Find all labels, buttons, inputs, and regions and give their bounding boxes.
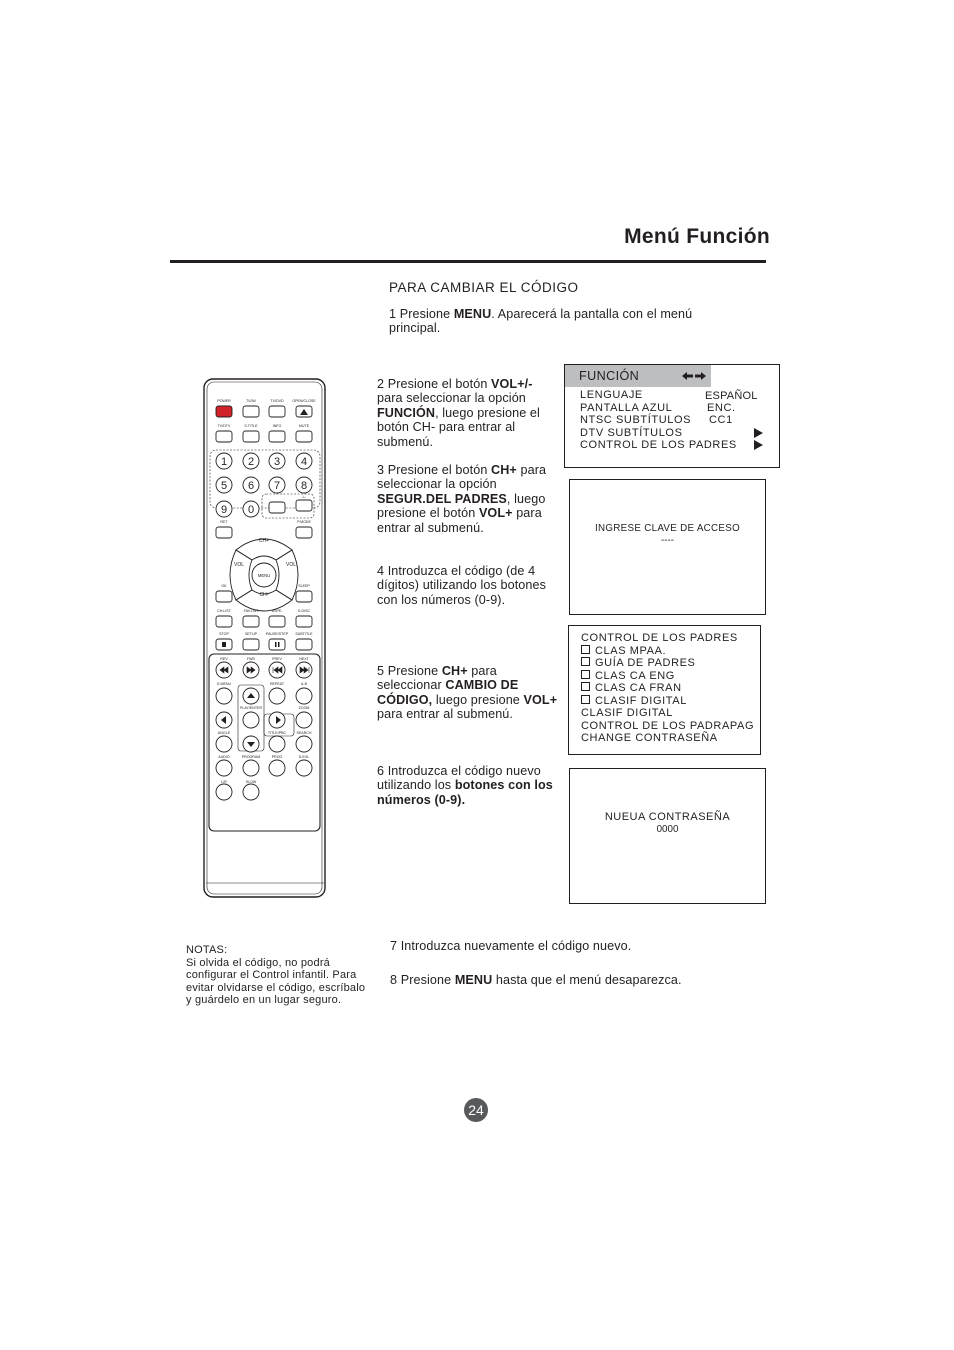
funcion-row-3-label: DTV SUBTÍTULOS <box>580 427 683 439</box>
remote-row8-button-0[interactable] <box>216 688 232 704</box>
remote-row8-label-3: A-B <box>301 682 307 686</box>
ch-up-label: CH+ <box>258 538 270 544</box>
funcion-menu-screen <box>564 364 780 468</box>
parental-extra-2: CHANGE CONTRASEÑA <box>581 732 718 744</box>
remote-row11-label-2: PROG <box>271 755 283 759</box>
remote-row5-button-2[interactable] <box>269 616 285 627</box>
sleep-label: SLEEP <box>298 584 310 588</box>
remote-row2-label-1: S.TITLE <box>244 424 258 428</box>
remote-row11-button-0[interactable] <box>216 760 232 776</box>
step-8: 8 Presione MENU hasta que el menú desaparezca. <box>390 973 682 987</box>
notes-heading: NOTAS: <box>186 944 228 956</box>
ten-plus-button[interactable] <box>296 500 312 511</box>
title-rule <box>170 260 766 263</box>
page-title: Menú Función <box>624 225 770 248</box>
access-code-value: ---- <box>660 535 675 546</box>
remote-row6-label-2: PAUSE/STEP <box>265 632 289 636</box>
parental-item: CLAS MPAA. <box>581 645 666 658</box>
remote-digit-7-label: 7 <box>273 480 281 492</box>
checkbox-icon <box>581 682 590 691</box>
stop-icon <box>222 642 226 647</box>
submenu-arrow-icon <box>754 440 763 450</box>
ok-button[interactable] <box>216 591 232 602</box>
remote-row7-label-0: REV <box>220 657 228 661</box>
remote-row8-button-2[interactable] <box>269 688 285 704</box>
remote-row2-button-3[interactable] <box>296 431 312 442</box>
remote-row1-label-0: POWER <box>217 399 231 403</box>
parental-item: GUÍA DE PADRES <box>581 657 696 670</box>
menu-label: MENU <box>257 573 271 578</box>
remote-row11-button-2[interactable] <box>269 760 285 776</box>
remote-row1-button-2[interactable] <box>269 406 285 417</box>
remote-row5-label-3: D.DISC <box>297 609 311 613</box>
remote-row6-button-2[interactable] <box>269 639 285 650</box>
remote-row9-button-1[interactable] <box>243 712 259 728</box>
remote-button-layer <box>200 378 330 900</box>
submenu-arrow-icon <box>754 428 763 438</box>
remote-digit-4-label: 4 <box>300 456 308 468</box>
new-password-label: NUEUA CONTRASEÑA <box>604 811 731 823</box>
remote-row6-button-3[interactable] <box>296 639 312 650</box>
step-2: 2 Presione el botón VOL+/- para seleccionar la opción FUNCIÓN, luego presione el botón CH- para entrar al submenú. <box>377 377 540 449</box>
remote-digit-2-label: 2 <box>247 456 255 468</box>
step-4: 4 Introduzca el código (de 4 dígitos) utilizando los botones con los números (0-9). <box>377 564 547 607</box>
funcion-menu-header <box>565 365 711 387</box>
remote-row1-label-3: OPEN/CLOSE <box>292 399 316 403</box>
remote-row11-label-1: PROGRAM <box>241 755 261 759</box>
funcion-row-2-label: NTSC SUBTÍTULOS <box>580 414 692 426</box>
remote-row7-label-1: FWD <box>246 657 256 661</box>
remote-row10-button-3[interactable] <box>296 736 312 752</box>
remote-row8-button-3[interactable] <box>296 688 312 704</box>
remote-row11-button-3[interactable] <box>296 760 312 776</box>
remote-row6-label-1: SETUP <box>245 632 257 636</box>
checkbox-icon <box>581 695 590 704</box>
step-5: 5 Presione CH+ para seleccionar CAMBIO DE CÓDIGO, luego presione VOL+ para entrar al submenú. <box>377 664 558 722</box>
parental-item: CLAS CA ENG <box>581 670 675 683</box>
funcion-row-1-value: ENC. <box>707 402 736 414</box>
new-password-screen <box>569 768 766 904</box>
remote-row6-label-0: STOP <box>219 632 229 636</box>
remote-digit-5-label: 5 <box>220 480 228 492</box>
sleep-button[interactable] <box>296 591 312 602</box>
notes-body: Si olvida el código, no podrá configurar el Control infantil. Para evitar olvidarse el código, escríbalo y guárdelo en un lugar seguro. <box>186 956 366 1007</box>
ret-button[interactable] <box>216 527 232 538</box>
remote-row10-label-3: SEARCH <box>296 731 312 735</box>
funcion-row-4-label: CONTROL DE LOS PADRES <box>580 439 737 451</box>
step-3: 3 Presione el botón CH+ para seleccionar la opción SEGUR.DEL PADRES, luego presione el botón VOL+ para entrar al submenú. <box>377 463 547 535</box>
remote-row7-label-2: PREV <box>272 657 282 661</box>
remote-control <box>200 378 330 905</box>
remote-row7-label-3: NEXT <box>299 657 309 661</box>
remote-row10-label-0: ANGLE <box>217 731 231 735</box>
parental-item: CLAS CA FRAN <box>581 682 682 695</box>
left-right-arrows-icon <box>682 371 706 381</box>
step-7: 7 Introduzca nuevamente el código nuevo. <box>390 939 632 953</box>
parental-control-screen <box>568 625 761 755</box>
parental-item: CLASIF DIGITAL <box>581 695 687 708</box>
step-6: 6 Introduzca el código nuevo utilizando los botones con los números (0-9). <box>377 764 553 807</box>
remote-digit-0-label: 0 <box>247 504 255 516</box>
access-code-screen <box>569 479 766 615</box>
ch-down-label: CH- <box>259 592 269 598</box>
pmode-label: P.MODE <box>297 520 311 524</box>
remote-row8-label-2: REPEAT <box>269 682 285 686</box>
remote-row5-button-0[interactable] <box>216 616 232 627</box>
funcion-row-2-value: CC1 <box>709 414 733 426</box>
remote-row1-label-2: TV/DVD <box>270 399 284 403</box>
remote-row2-button-2[interactable] <box>269 431 285 442</box>
notes <box>186 944 366 1007</box>
remote-row6-button-1[interactable] <box>243 639 259 650</box>
vol-plus-label: VOL <box>285 562 297 568</box>
pmode-button[interactable] <box>296 527 312 538</box>
remote-buttons <box>200 378 330 900</box>
funcion-row-0-value: ESPAÑOL <box>705 390 758 402</box>
remote-row10-label-2: TITLE/PBC <box>267 731 287 735</box>
funcion-row-0-label: LENGUAJE <box>580 389 643 401</box>
remote-digit-3-label: 3 <box>273 456 281 468</box>
remote-row9-label-3: ZOOM <box>298 706 310 710</box>
remote-row1-label-1: TV/AV <box>245 399 257 403</box>
remote-row10-button-2[interactable] <box>269 736 285 752</box>
checkbox-icon <box>581 645 590 654</box>
remote-row1-button-0[interactable] <box>216 406 232 417</box>
funcion-header-label: FUNCIÓN <box>579 369 640 383</box>
remote-digit-6-label: 6 <box>247 480 255 492</box>
step-1: 1 Presione MENU. Aparecerá la pantalla con el menú principal. <box>389 307 693 336</box>
remote-row12-label-1: SLOW <box>245 780 257 784</box>
remote-row10-button-0[interactable] <box>216 736 232 752</box>
remote-row5-label-1: FAV.LIST <box>243 609 259 613</box>
remote-row11-button-1[interactable] <box>243 760 259 776</box>
new-password-value: 0000 <box>656 824 679 835</box>
pause-icon <box>275 642 277 647</box>
remote-row12-button-0[interactable] <box>216 784 232 800</box>
remote-row2-label-2: INFO <box>272 424 282 428</box>
remote-row5-button-3[interactable] <box>296 616 312 627</box>
access-code-label: INGRESE CLAVE DE ACCESO <box>594 523 740 534</box>
page-number: 24 <box>464 1098 488 1122</box>
parental-control-title: CONTROL DE LOS PADRES <box>581 632 738 644</box>
remote-row12-button-1[interactable] <box>243 784 259 800</box>
remote-row2-label-3: MUTE <box>298 424 310 428</box>
remote-row2-label-0: TV/DTV <box>217 424 231 428</box>
remote-row11-label-3: D.EVL <box>298 755 310 759</box>
remote-row5-label-0: CH.LIST <box>217 609 231 613</box>
remote-row6-label-3: SUBTITLE <box>295 632 313 636</box>
ret-label: RET <box>220 520 228 524</box>
ten-plus-extra-button[interactable] <box>269 502 285 513</box>
remote-row9-button-3[interactable] <box>296 712 312 728</box>
remote-row9-label-1: PLAY/ENTER <box>239 706 263 710</box>
remote-row5-button-1[interactable] <box>243 616 259 627</box>
parental-extra-1: CONTROL DE LOS PADRAPAG <box>581 720 755 732</box>
checkbox-icon <box>581 657 590 666</box>
remote-row2-button-1[interactable] <box>243 431 259 442</box>
parental-extra-0: CLASIF DIGITAL <box>581 707 673 719</box>
remote-row5-label-2: ASPE. <box>271 609 283 613</box>
section-title: PARA CAMBIAR EL CÓDIGO <box>389 280 579 295</box>
remote-row2-button-0[interactable] <box>216 431 232 442</box>
checkbox-icon <box>581 670 590 679</box>
remote-row8-label-0: D.MENU <box>216 682 232 686</box>
remote-row11-label-0: AUDIO <box>218 755 230 759</box>
pause-icon <box>278 642 280 647</box>
remote-digit-9-label: 9 <box>220 504 228 516</box>
funcion-row-1-label: PANTALLA AZUL <box>580 402 673 414</box>
ok-label: OK <box>221 584 227 588</box>
remote-row12-label-0: L/R <box>221 780 227 784</box>
remote-digit-1-label: 1 <box>220 456 228 468</box>
remote-digit-8-label: 8 <box>300 480 308 492</box>
ten-plus-label: -/-- <box>301 495 307 499</box>
remote-row1-button-1[interactable] <box>243 406 259 417</box>
vol-minus-label: VOL <box>233 562 245 568</box>
